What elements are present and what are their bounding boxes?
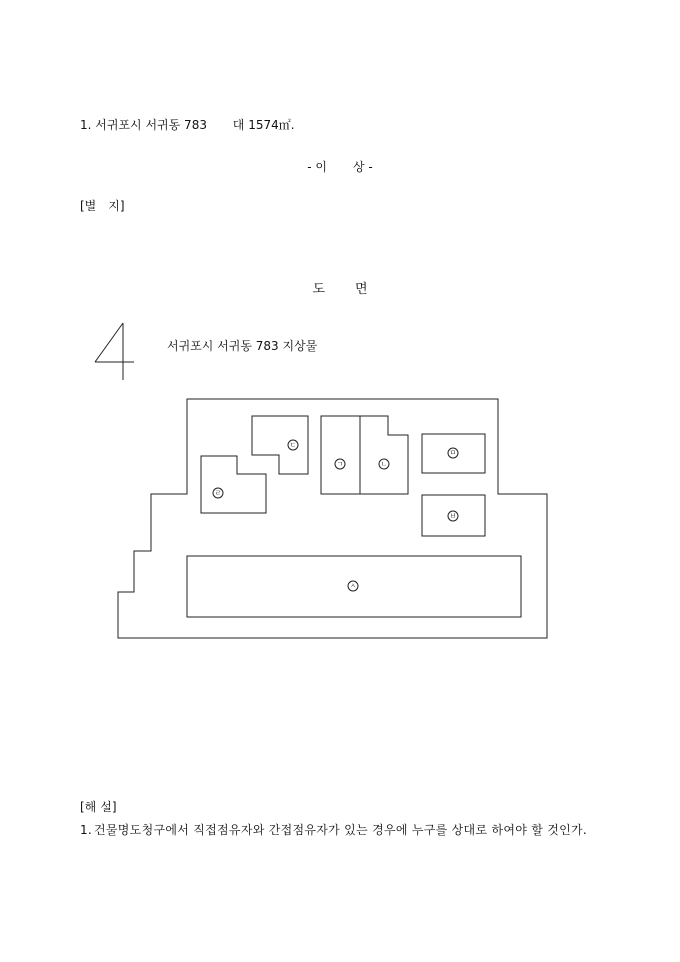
label-building-e: ㅁ	[449, 449, 457, 457]
label-building-c: ㄷ	[289, 441, 297, 449]
explanation-close: 설]	[100, 800, 117, 814]
question-text: 건물명도청구에서 직접점유자와 간접점유자가 있는 경우에 누구를 상대로 하여야 할 것인가.	[94, 823, 588, 837]
building-b	[360, 416, 408, 494]
explanation-question-1	[80, 819, 620, 841]
end-mark-left: - 이	[307, 160, 327, 174]
label-building-d: ㄹ	[214, 489, 222, 497]
label-building-b: ㄴ	[380, 460, 388, 468]
drawing-title-char2: 면	[355, 282, 368, 297]
attachment-open: [별	[80, 199, 97, 213]
north-arrow-icon	[95, 323, 134, 380]
explanation-open: [해	[80, 800, 97, 814]
item-number: 1.	[80, 118, 92, 132]
attachment-close: 지]	[108, 199, 125, 213]
building-a	[321, 416, 360, 494]
question-number: 1.	[80, 823, 93, 837]
item-address: 서귀포시 서귀동 783	[95, 118, 207, 132]
item-category: 대 1574㎡.	[232, 118, 295, 132]
label-building-a: ㄱ	[336, 460, 344, 468]
end-mark-right: 상 -	[353, 160, 373, 174]
label-building-f: ㅂ	[449, 512, 457, 520]
label-building-g: ㅅ	[349, 582, 357, 590]
drawing-caption: 서귀포시 서귀동 783 지상물	[167, 339, 318, 353]
explanation-heading	[80, 798, 117, 815]
drawing-title-char1: 도	[312, 282, 325, 297]
site-boundary	[118, 399, 547, 638]
building-d	[201, 456, 266, 513]
building-c	[252, 416, 308, 474]
